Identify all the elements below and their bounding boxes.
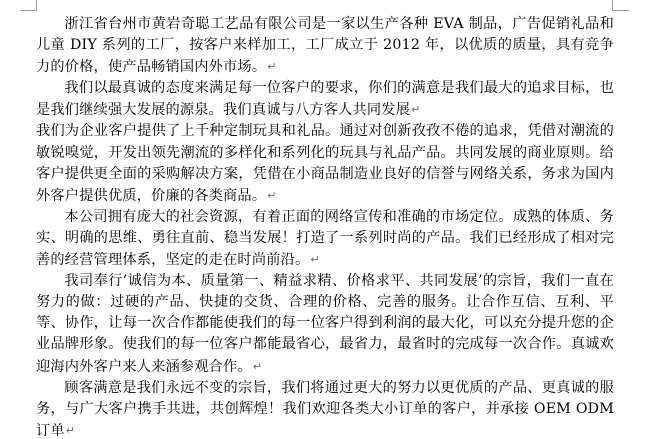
paragraph-text: 本公司拥有庞大的社会资源，有着正面的网络宣传和准确的市场定位。成熟的体质、务实、明确的思维、勇往直前、稳当发展！打造了一系列时尚的产品。我们已经形成了相对完善的经营管理体系，坚定的走在时尚前沿。 [36,208,614,269]
paragraph-text: 我们为企业客户提供了上千种定制玩具和礼品。通过对创新孜孜不倦的追求，凭借对潮流的敏锐嗅觉，开发出领先潮流的多样化和系列化的玩具与礼品产品。共同发展的商业原则。给客户提供更全面的采购解决方案，凭借在小商品制造业良好的信誉与网络关系，务求为国内外客户提供优质，价廉的各类商品。 [36,123,614,204]
paragraph-text: 浙江省台州市黄岩奇聪工艺品有限公司是一家以生产各种 EVA 制品，广告促销礼品和儿童 DIY 系列的工厂，按客户来样加工，工厂成立于 2012 年，以优质的质量，具有竞争力的价格，使产品畅销国内外市场。 [36,16,614,76]
paragraph-satisfaction[interactable] [36,378,614,439]
document-body[interactable] [36,14,614,439]
paragraph-resources[interactable] [36,207,614,271]
paragraph-mark-icon: ↵ [267,60,277,74]
paragraph-text: 我司奉行’诚信为本、质量第一、精益求精、价格求平、共同发展’的宗旨，我们一直在努力的做：过硬的产品、快捷的交货、合理的价格、完善的服务。让合作互信、互利、平等、协作，让每一次合作都能使我们的每一位客户得到利润的最大化，可以充分提升您的企业品牌形象。使我们的每一位客户都能最省心，最省力，最省时的完成每一次合作。真诚欢迎海内外客户来人来涵参观合作。 [36,273,614,375]
paragraph-mark-icon: ↵ [65,423,76,437]
page-corner-mark-right [612,0,629,11]
paragraph-tenet[interactable] [36,271,614,377]
paragraph-mark-icon: ↵ [252,359,263,373]
page-corner-mark-left [20,0,37,11]
paragraph-products[interactable] [36,121,614,206]
paragraph-attitude[interactable] [36,78,614,121]
paragraph-mark-icon: ↵ [267,188,277,202]
paragraph-text: 我们以最真诚的态度来满足每一位客户的要求，你们的满意是我们最大的追求目标，也是我们继续强大发展的源泉。我们真诚与八方客人共同发展 [36,80,614,119]
paragraph-mark-icon: ↵ [310,253,320,267]
paragraph-text: 顾客满意是我们永远不变的宗旨，我们将通过更大的努力以更优质的产品、更真诚的服务，与广大客户携手共进，共创辉煌！我们欢迎各类大小订单的客户，并承接 OEM ODM 订单 [36,379,614,439]
paragraph-mark-icon: ↵ [411,103,421,117]
paragraph-intro[interactable] [36,14,614,78]
